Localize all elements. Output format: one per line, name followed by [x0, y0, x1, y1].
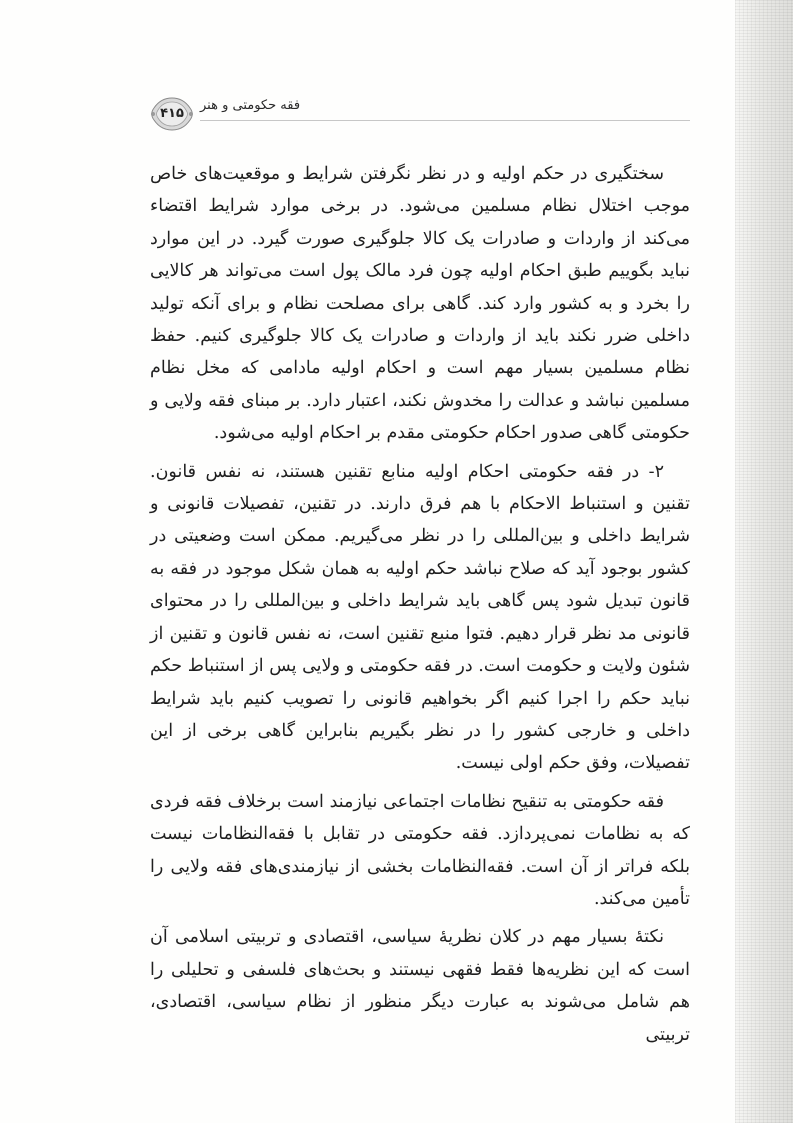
paragraph: سختگیری در حکم اولیه و در نظر نگرفتن شرایط و موقعیت‌های خاص موجب اختلال نظام مسلمین می‌شود. در برخی موارد شرایط اقتضاء می‌کند از واردات و صادرات یک کالا جلوگیری صورت گیرد. در این موارد نباید بگوییم طبق احکام اولیه چون فرد مالک پول است می‌تواند هر کالایی را بخرد و به کشور وارد کند. گاهی برای مصلحت نظام و برای آنکه تولید داخلی ضرر نکند باید از واردات و صادرات یک کالا جلوگیری کنیم. حفظ نظام مسلمین بسیار مهم است و احکام اولیه مادامی که مخل نظام مسلمین نباشد و عدالت را مخدوش نکند، اعتبار دارد. بر مبنای فقه ولایی و حکومتی گاهی صدور احکام حکومتی مقدم بر احکام اولیه می‌شود. — [150, 164, 690, 444]
paragraph: فقه حکومتی به تنقیح نظامات اجتماعی نیازمند است برخلاف فقه فردی که به نظامات نمی‌پردازد. فقه حکومتی در تقابل با فقه‌النظامات نیست بلکه فراتر از آن است. فقه‌النظامات بخشی از نیازمندی‌های فقه ولایی را تأمین می‌کند. — [150, 791, 690, 909]
body-text — [150, 158, 690, 1058]
scan-edge-strip — [735, 0, 793, 1123]
header-divider — [200, 120, 690, 121]
running-header — [150, 92, 690, 132]
running-title: فقه حکومتی و هنر — [200, 98, 301, 113]
page-number-badge — [150, 96, 194, 132]
paragraph: نکتهٔ بسیار مهم در کلان نظریهٔ سیاسی، اقتصادی و تربیتی اسلامی آن است که این نظریه‌ها فقط فقهی نیستند و بحث‌های فلسفی و تحلیلی را هم شامل می‌شوند به عبارت دیگر منظور از نظام سیاسی، اقتصادی، تربیتی — [150, 927, 690, 1045]
page-number: ۴۱۵ — [160, 106, 184, 121]
paragraph: ۲- در فقه حکومتی احکام اولیه منابع تقنین هستند، نه نفس قانون. تقنین و استنباط الاحکام با هم فرق دارند. در تقنین، تفصیلات قانونی و شرایط داخلی و بین‌المللی را در نظر می‌گیریم. ممکن است وضعیتی در کشور بوجود آید که صلاح نباشد حکم اولیه به همان شکل موجود در فقه به قانون تبدیل شود پس گاهی باید شرایط داخلی و بین‌المللی را در محتوای قانونی مد نظر قرار دهیم. فتوا منبع تقنین است، نه نفس قانون و تقنین از شئون ولایت و حکومت است. در فقه حکومتی و ولایی پس از استنباط حکم نباید حکم را اجرا کنیم اگر بخواهیم قانونی را تصویب کنیم باید شرایط داخلی و خارجی کشور را در نظر بگیریم بنابراین گاهی برخی از این تفصیلات، وفق حکم اولی نیست. — [150, 461, 690, 774]
